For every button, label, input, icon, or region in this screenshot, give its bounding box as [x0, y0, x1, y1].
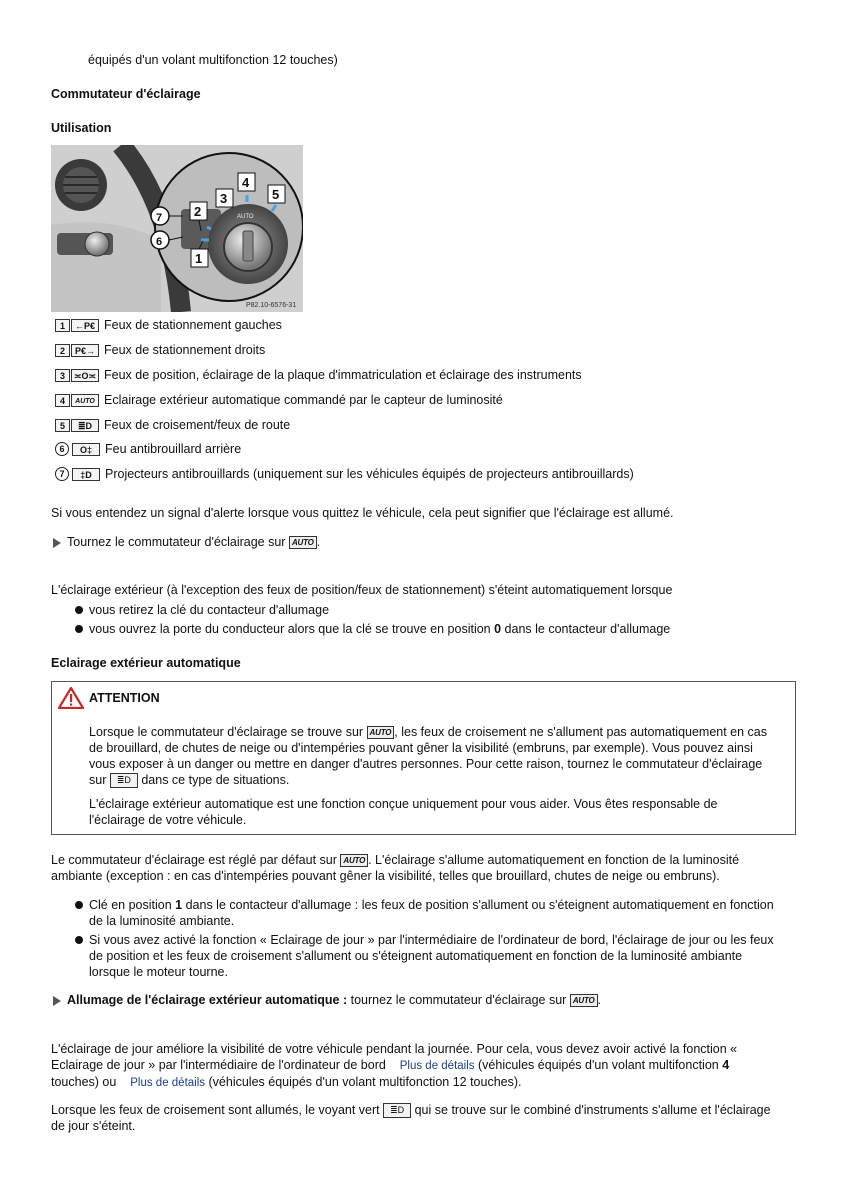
side-lights-icon: ≍O≍	[71, 369, 99, 382]
warning-text: sur	[89, 773, 107, 787]
step-turn-auto	[53, 535, 320, 549]
legend-text: Projecteurs antibrouillards (uniquement sur les véhicules équipés de projecteurs antibrouillards)	[105, 467, 634, 481]
svg-text:4: 4	[242, 175, 250, 190]
legend-text: Eclairage extérieur automatique commandé par le capteur de luminosité	[104, 393, 503, 407]
bullet-icon	[75, 606, 83, 614]
bullet-auto-1	[89, 897, 774, 929]
figure-caption: P82.10-6576-31	[246, 302, 297, 309]
svg-text:5: 5	[272, 187, 280, 202]
legend-number: 3	[55, 369, 70, 382]
legend-item-5	[55, 417, 290, 433]
section2-title: Eclairage extérieur automatique	[51, 656, 241, 670]
para-alert: Si vous entendez un signal d'alerte lorsque vous quittez le véhicule, cela peut signifier que l'éclairage est allumé.	[51, 506, 674, 520]
section-title: Commutateur d'éclairage	[51, 87, 201, 101]
lowbeam-text: de jour s'éteint.	[51, 1119, 136, 1134]
figure-auto-text: AUTO	[237, 214, 254, 220]
low-beam-indicator-icon: ≣D	[383, 1103, 411, 1118]
legend-item-2	[55, 342, 265, 358]
warning-paragraph-2: L'éclairage extérieur automatique est une fonction conçue uniquement pour vous aider. Vous êtes responsable de l'éclairage de votre véhicule.	[89, 797, 718, 827]
bullet-text: de la luminosité ambiante.	[89, 914, 235, 928]
legend-item-3	[55, 367, 582, 383]
auto-icon: AUTO	[367, 726, 395, 739]
warning-box	[51, 681, 796, 835]
warning-triangle-icon	[58, 687, 84, 709]
daylight-text: Eclairage de jour » par l'intermédiaire de l'ordinateur de bord	[51, 1058, 386, 1072]
bullet-off-2	[89, 622, 670, 636]
default-text: . L'éclairage s'allume automatiquement en fonction de la luminosité	[368, 853, 740, 867]
auto-icon: AUTO	[340, 854, 368, 867]
warning-text: vous exposer à un danger ou mettre en danger d'autres personnes. Pour cette raison, tournez le commutateur d'éclairage	[89, 757, 763, 771]
low-beam-icon: ≣D	[71, 419, 99, 432]
step-text: tournez le commutateur d'éclairage sur	[347, 993, 567, 1007]
daylight-text: L'éclairage de jour améliore la visibilité de votre véhicule pendant la journée. Pour cela, vous devez avoir activé la fonction «	[51, 1042, 738, 1056]
bullet-bold: 0	[494, 622, 502, 636]
step-arrow-icon	[53, 996, 61, 1006]
intro-line: équipés d'un volant multifonction 12 touches)	[88, 53, 338, 67]
auto-icon: AUTO	[570, 994, 598, 1007]
legend-text: Feux de croisement/feux de route	[104, 418, 291, 432]
auto-icon: AUTO	[71, 394, 99, 407]
bullet-off-1: vous retirez la clé du contacteur d'allumage	[89, 603, 330, 617]
daylight-bold: 4	[722, 1058, 730, 1072]
lowbeam-text: qui se trouve sur le combiné d'instruments s'allume et l'éclairage	[414, 1103, 771, 1117]
bullet-text: de position et les feux de croisement s'allument ou s'éteignent automatiquement en fonction de la luminosité ambiante	[89, 949, 743, 963]
legend-number: 5	[55, 419, 70, 432]
warning-text: Lorsque le commutateur d'éclairage se trouve sur	[89, 725, 364, 739]
legend-number: 2	[55, 344, 70, 357]
warning-title: ATTENTION	[89, 691, 160, 705]
warning-text: , les feux de croisement ne s'allument pas automatiquement en cas	[394, 725, 768, 739]
bullet-icon	[75, 901, 83, 909]
warning-text: de brouillard, de chutes de neige ou d'intempéries pouvant gêner la visibilité (embruns, par exemple). Vous pouvez ainsi	[89, 741, 753, 755]
legend-item-4	[55, 392, 503, 408]
legend-text: Feux de position, éclairage de la plaque d'immatriculation et éclairage des instruments	[104, 368, 582, 382]
legend-text: Feux de stationnement gauches	[104, 318, 282, 332]
bullet-text: vous ouvrez la porte du conducteur alors que la clé se trouve en position	[89, 622, 495, 636]
svg-text:3: 3	[220, 191, 228, 206]
svg-text:1: 1	[195, 251, 203, 266]
svg-text:6: 6	[156, 236, 163, 248]
para-off: L'éclairage extérieur (à l'exception des feux de position/feux de stationnement) s'éteint automatiquement lorsque	[51, 583, 673, 597]
legend-number: 4	[55, 394, 70, 407]
low-beam-icon: ≣D	[110, 773, 138, 788]
bullet-auto-2	[89, 932, 774, 980]
details-link-4-keys[interactable]: Plus de détails	[399, 1060, 475, 1072]
step-arrow-icon	[53, 538, 61, 548]
svg-text:2: 2	[194, 204, 202, 219]
legend-item-1	[55, 317, 282, 333]
details-link-12-keys[interactable]: Plus de détails	[130, 1077, 206, 1089]
light-switch-illustration	[51, 145, 303, 312]
default-text: Le commutateur d'éclairage est réglé par défaut sur	[51, 853, 337, 867]
rear-fog-icon: O‡	[72, 443, 100, 456]
legend-item-6	[55, 441, 241, 457]
bullet-text: lorsque le moteur tourne.	[89, 965, 228, 979]
bullet-text: dans le contacteur d'allumage	[501, 622, 671, 636]
subsection-title: Utilisation	[51, 121, 112, 135]
step-end: .	[597, 993, 602, 1007]
lowbeam-text: Lorsque les feux de croisement sont allumés, le voyant vert	[51, 1103, 380, 1117]
legend-text: Feu antibrouillard arrière	[105, 442, 242, 456]
bullet-text: Clé en position	[89, 898, 176, 912]
daylight-text: (véhicules équipés d'un volant multifonction	[478, 1058, 719, 1072]
default-text: ambiante (exception : en cas d'intempéries pouvant gêner la visibilité, telles que brouillard, chutes de neige ou embruns).	[51, 869, 720, 883]
step-text: Tournez le commutateur d'éclairage sur	[67, 535, 286, 549]
auto-icon: AUTO	[289, 536, 317, 549]
parking-left-icon: ←P€	[71, 319, 99, 332]
front-fog-icon: ‡D	[72, 468, 100, 481]
legend-number-circled: 6	[55, 442, 69, 456]
legend-text: Feux de stationnement droits	[104, 343, 266, 357]
parking-right-icon: P€→	[71, 344, 99, 357]
daylight-text: touches) ou	[51, 1075, 117, 1089]
legend-number-circled: 7	[55, 467, 69, 481]
bullet-bold: 1	[175, 898, 183, 912]
warning-paragraph-1	[89, 724, 789, 788]
warning-text: dans ce type de situations.	[141, 773, 290, 787]
step-enable-auto	[53, 993, 601, 1007]
legend-item-7	[55, 466, 634, 482]
step-end: .	[316, 535, 321, 549]
para-default	[51, 852, 739, 884]
para-daylight	[51, 1041, 737, 1091]
light-switch-figure	[51, 145, 303, 312]
bullet-text: dans le contacteur d'allumage : les feux de position s'allument ou s'éteignent automatiquement en fonction	[182, 898, 774, 912]
svg-text:7: 7	[156, 212, 163, 224]
para-lowbeam	[51, 1102, 771, 1134]
daylight-text: (véhicules équipés d'un volant multifonction 12 touches).	[208, 1075, 522, 1089]
step-bold: Allumage de l'éclairage extérieur automatique :	[67, 993, 348, 1007]
bullet-text: Si vous avez activé la fonction « Eclairage de jour » par l'intermédiaire de l'ordinateur de bord, l'éclairage de jour ou les feux	[89, 933, 774, 947]
bullet-icon	[75, 625, 83, 633]
legend-number: 1	[55, 319, 70, 332]
bullet-icon	[75, 936, 83, 944]
